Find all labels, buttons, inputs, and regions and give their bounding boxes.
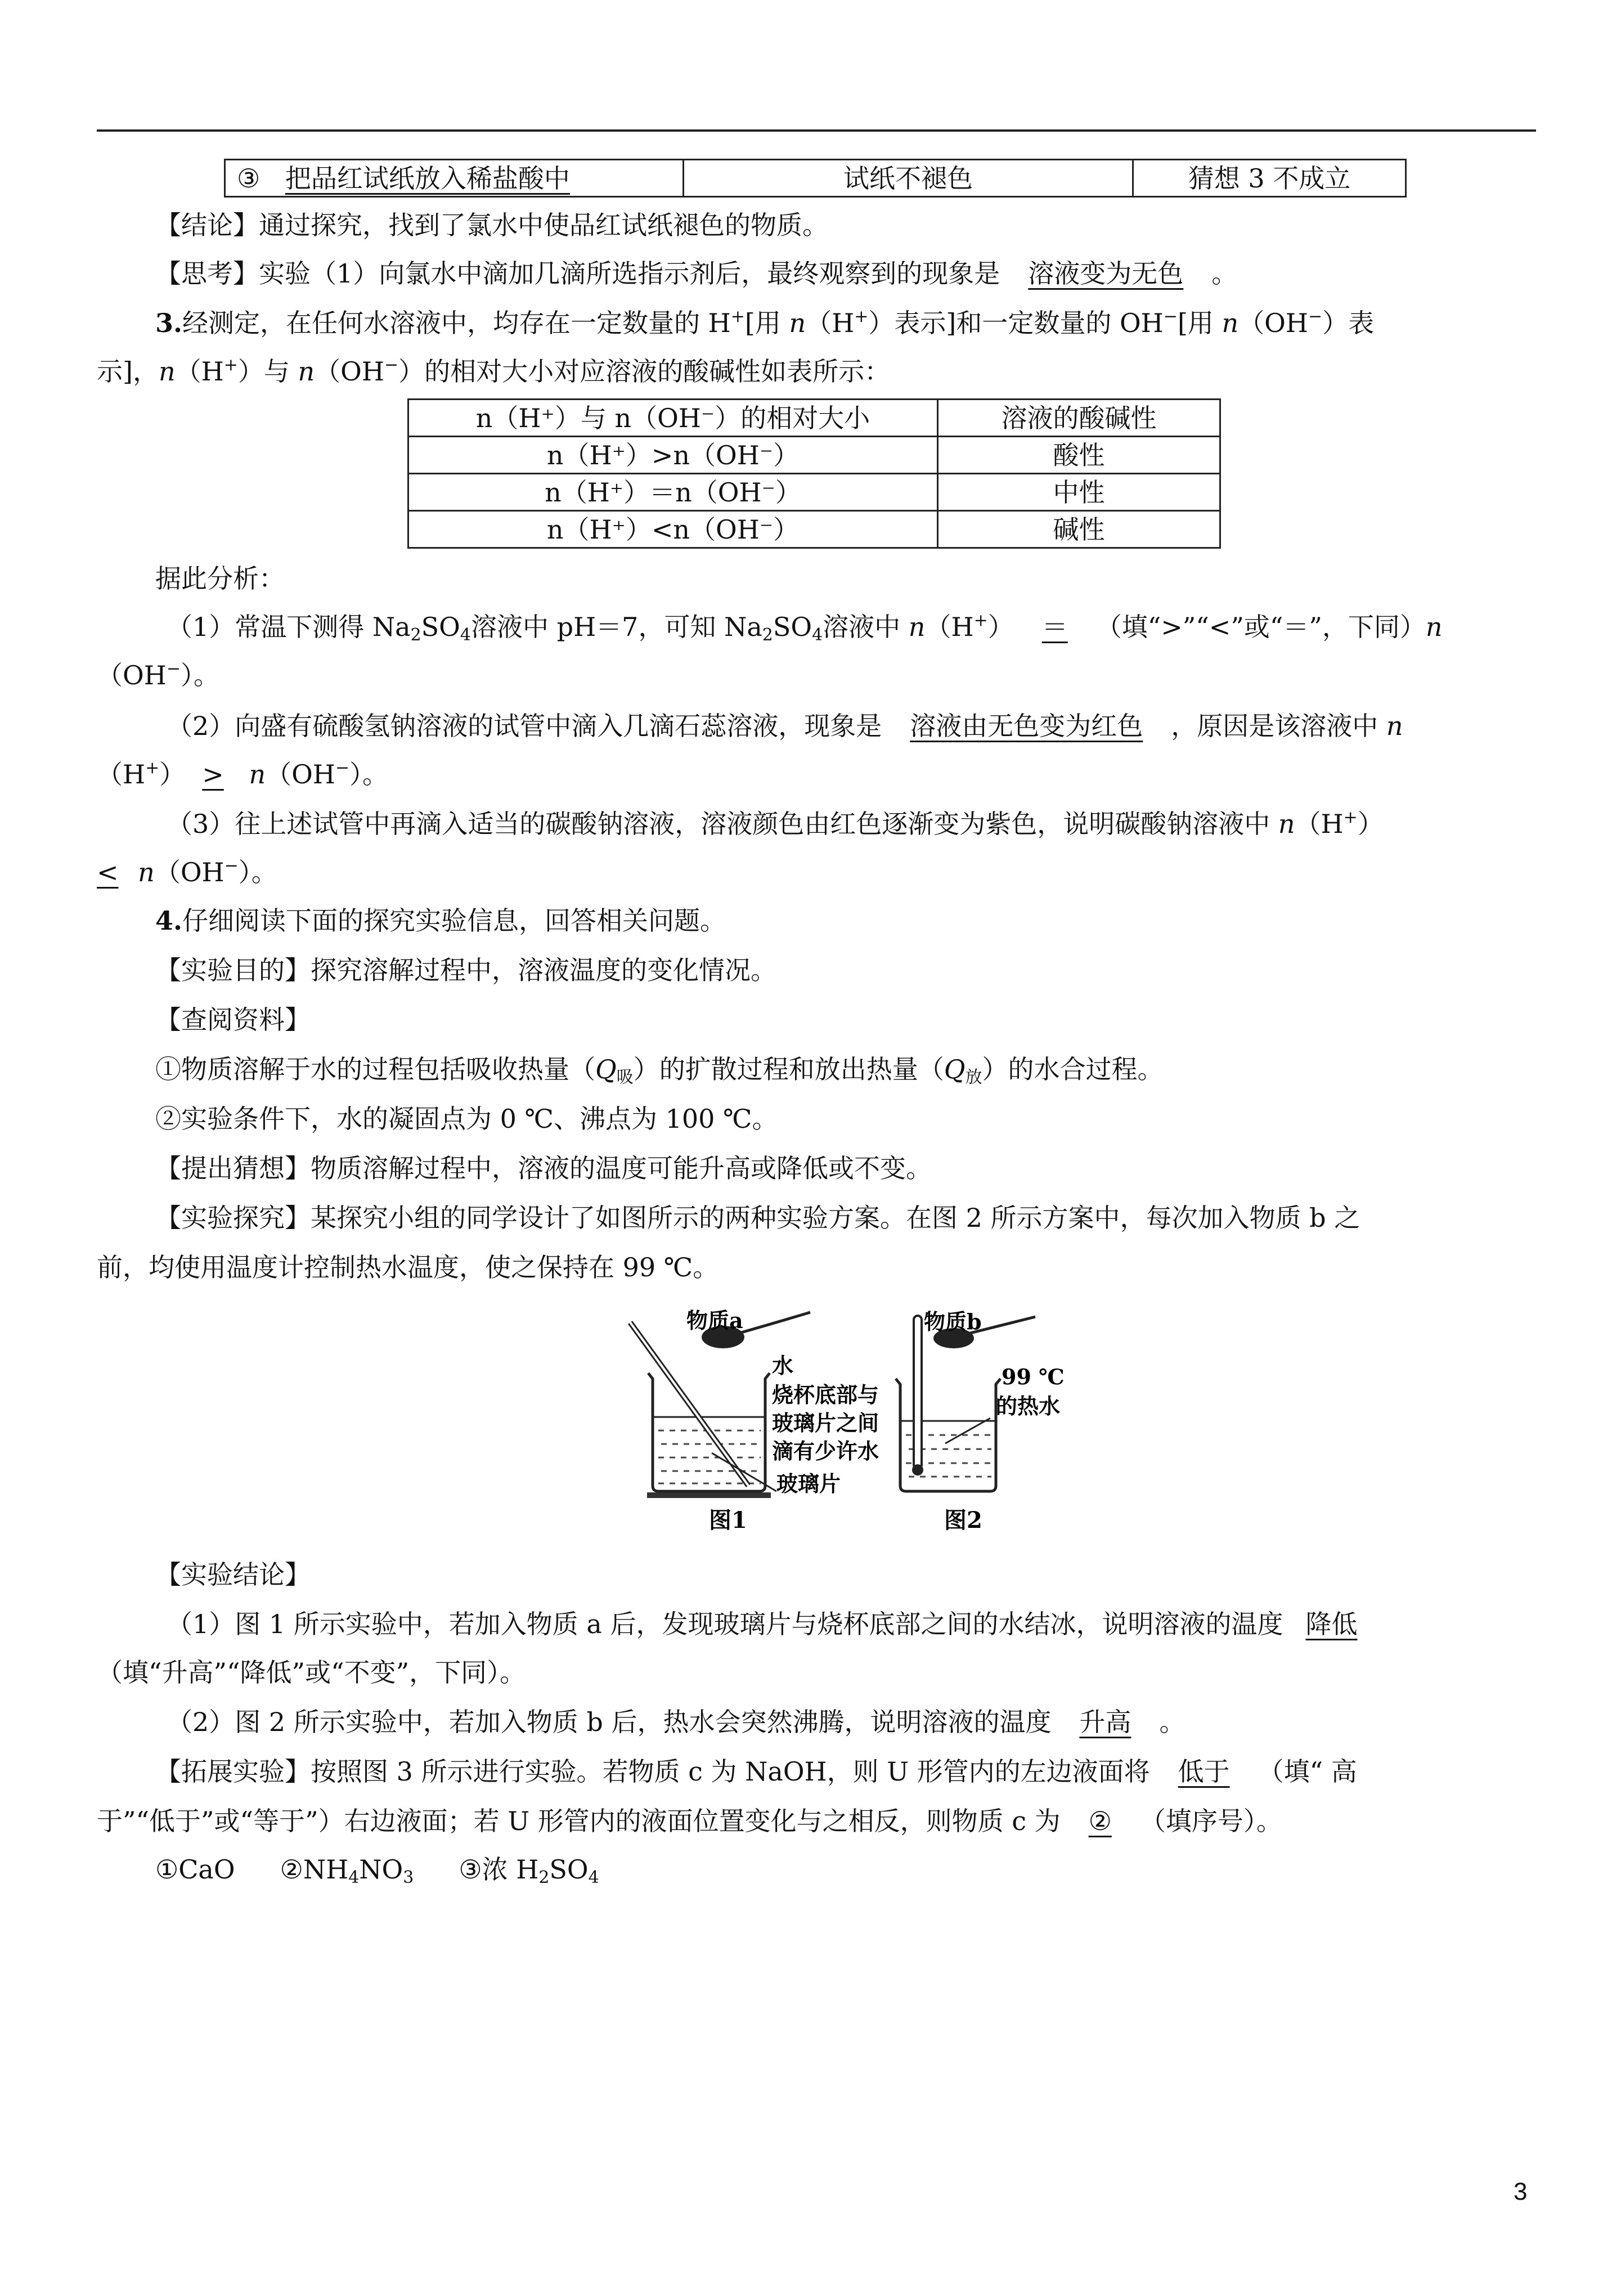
q3-line1: 3.经测定，在任何水溶液中，均存在一定数量的 H+[用 n（H+）表示]和一定数量的 OH−[用 n（OH−）表 [155, 307, 1375, 338]
q4-ref1: ①物质溶解于水的过程包括吸收热量$(Q_吸)$的扩散过程和放出热量$(Q_放)$的水合过程。 [155, 1054, 1164, 1087]
q4-result1-line2: （填“升高”“降低”或“不变”，下同）。 [97, 1657, 526, 1688]
q3-part2-line2: （H+） > n（OH−）。 [97, 758, 389, 790]
label-pointer [712, 1453, 776, 1491]
acidity-row-relation: n（H⁺）<n（OH⁻） [408, 511, 938, 548]
acidity-row-nature: 碱性 [938, 511, 1220, 548]
q4-extension-line1: 【拓展实验】按照图 3 所示进行实验。若物质 c 为 NaOH，则 U 形管内的左边液面将 低于 （填“ 高 [155, 1756, 1357, 1787]
option-2: $②NH_4NO_3$ [280, 1854, 414, 1887]
spoon-a [737, 1312, 810, 1334]
option-3: ③浓 $H_2SO_4$ [459, 1854, 599, 1887]
q4-ref-tag: 【查阅资料】 [155, 1004, 311, 1035]
q3-part3-answer: < [97, 857, 119, 887]
label2-pointer [945, 1418, 990, 1443]
label-hot-water: 的热水 [996, 1393, 1061, 1419]
q4-extension-line2: 于”“低于”或“等于”）右边液面；若 U 形管内的液面位置变化与之相反，则物质 c 为 ② （填序号）。 [97, 1806, 1282, 1836]
q3-part3-line1: （3）往上述试管中再滴入适当的碳酸钠溶液，溶液颜色由红色逐渐变为紫色，说明碳酸钠溶液中 n（H+） [167, 808, 1384, 839]
label-temperature: 99 ℃ [1002, 1364, 1065, 1389]
q4-intro: 4.仔细阅读下面的探究实验信息，回答相关问题。 [155, 905, 726, 936]
label-bottom-1: 烧杯底部与 [772, 1382, 879, 1407]
q3-part2-answer2: > [202, 759, 224, 790]
q3-part2-answer: 溶液由无色变为红色 [910, 711, 1143, 741]
acidity-row-relation: n（H⁺）>n（OH⁻） [408, 437, 938, 474]
row3-answer: 把品红试纸放入稀盐酸中 [285, 163, 570, 194]
acidity-header-nature: 溶液的酸碱性 [938, 400, 1220, 437]
q3-part1-line2: （OH−）。 [97, 659, 219, 690]
q4-hypothesis: 【提出猜想】物质溶解过程中，溶液的温度可能升高或降低或不变。 [155, 1153, 932, 1183]
figure2-beaker [896, 1309, 1065, 1533]
q3-part1-line1: （1）常温下测得 $Na_2SO_4$溶液中 pH＝7，可知 $Na_2SO_4$溶液中 n（H+） ＝ （填“>”“<”或“＝”，下同）n [167, 611, 1443, 645]
q3-part2-line1: （2）向盛有硫酸氢钠溶液的试管中滴入几滴石蕊溶液，现象是 溶液由无色变为红色 ，原因是该溶液中 n [167, 711, 1403, 741]
experiment-figure [608, 1306, 1092, 1536]
label-bottom-2: 玻璃片之间 [772, 1410, 879, 1436]
label-water: 水 [772, 1353, 794, 1378]
label-substance-a: 物质a [686, 1308, 743, 1333]
q4-ref2: ②实验条件下，水的凝固点为 0 ℃、沸点为 100 ℃。 [155, 1104, 778, 1134]
thermometer [914, 1316, 922, 1469]
figure1-beaker [630, 1308, 879, 1533]
acidity-row-nature: 酸性 [938, 437, 1220, 474]
label-glass: 玻璃片 [776, 1471, 841, 1496]
thermometer-bulb [912, 1464, 923, 1476]
figure2-caption: 图2 [944, 1507, 982, 1533]
q4-results-tag: 【实验结论】 [155, 1559, 311, 1590]
q3-part3-line2: < n（OH−）。 [97, 856, 277, 887]
q4-exp-line1: 【实验探究】某探究小组的同学设计了如图所示的两种实验方案。在图 2 所示方案中，每次加入物质 b 之 [155, 1203, 1360, 1233]
row3-conclusion: 猜想 3 不成立 [1133, 160, 1406, 197]
option-1: ①CaO [155, 1854, 235, 1885]
label-substance-b: 物质b [924, 1309, 982, 1334]
q4-aim: 【实验目的】探究溶解过程中，溶液温度的变化情况。 [155, 955, 776, 985]
analysis-label: 据此分析： [155, 563, 285, 594]
q4-extension-answer2: ② [1088, 1806, 1112, 1836]
water-hatching [658, 1430, 761, 1483]
row3-phenomenon: 试纸不褪色 [684, 160, 1133, 197]
q3-line2: 示]，n（H+）与 n（OH−）的相对大小对应溶液的酸碱性如表所示： [97, 355, 891, 387]
page-number: 3 [1514, 2178, 1528, 2205]
acidity-header-relation: n（H⁺）与 n（OH⁻）的相对大小 [408, 400, 938, 437]
row3-step: ③ 把品红试纸放入稀盐酸中 [225, 160, 684, 197]
experiment-row-table [224, 159, 1407, 198]
q3-part1-answer: ＝ [1041, 612, 1068, 642]
figure1-caption: 图1 [709, 1507, 747, 1533]
acidity-table [407, 398, 1221, 549]
q4-extension-answer1: 低于 [1178, 1756, 1230, 1787]
glass-plate [647, 1492, 771, 1498]
q4-options [155, 1853, 1537, 1886]
acidity-row-relation: n（H⁺）＝n（OH⁻） [408, 474, 938, 511]
q4-result1-line1: （1）图 1 所示实验中，若加入物质 a 后，发现玻璃片与烧杯底部之间的水结冰，说明溶液的温度 降低 [167, 1609, 1358, 1639]
header-rule [97, 129, 1536, 132]
q4-result2-answer: 升高 [1079, 1707, 1131, 1737]
q4-result1-answer: 降低 [1305, 1609, 1358, 1639]
q4-result2: （2）图 2 所示实验中，若加入物质 b 后，热水会突然沸腾，说明溶液的温度 升高 。 [167, 1707, 1186, 1737]
think-line: 【思考】实验（1）向氯水中滴加几滴所选指示剂后，最终观察到的现象是 溶液变为无色 。 [155, 258, 1238, 289]
q4-exp-line2: 前，均使用温度计控制热水温度，使之保持在 99 ℃。 [97, 1252, 719, 1282]
conclusion-line: 【结论】通过探究，找到了氯水中使品红试纸褪色的物质。 [155, 210, 828, 240]
think-answer: 溶液变为无色 [1028, 258, 1184, 289]
acidity-row-nature: 中性 [938, 474, 1220, 511]
label-bottom-3: 滴有少许水 [772, 1438, 879, 1464]
